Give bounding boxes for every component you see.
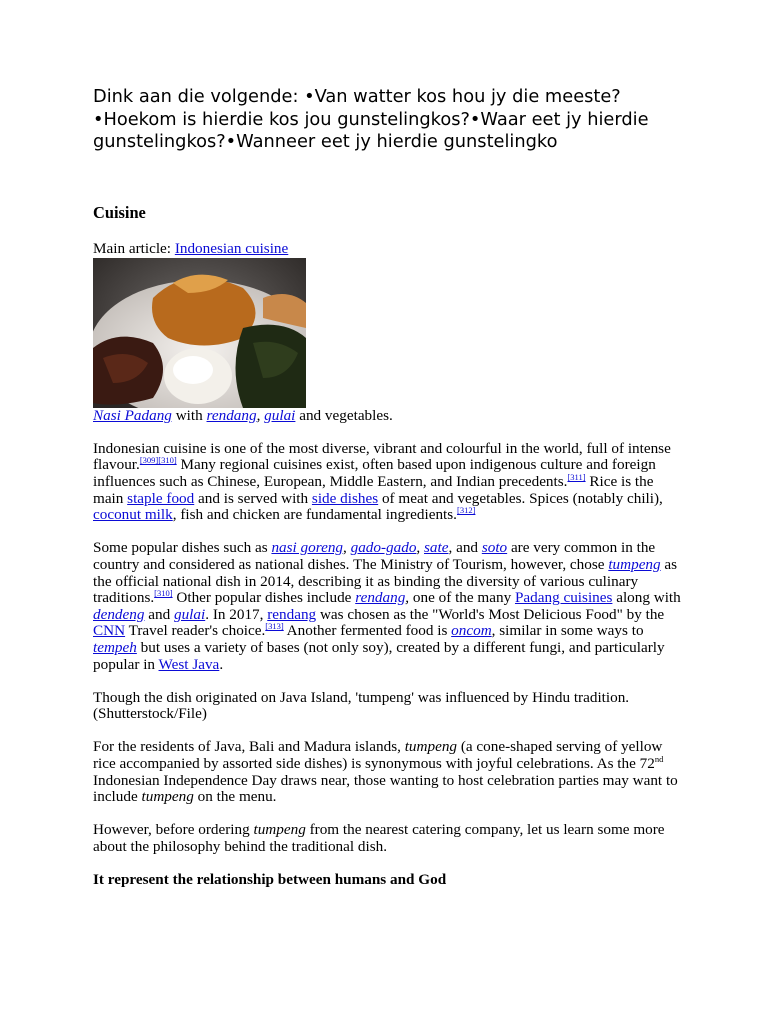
link-tempeh[interactable]: tempeh bbox=[93, 638, 137, 656]
paragraph-text: However, before ordering bbox=[93, 821, 254, 839]
paragraph-text: and bbox=[144, 605, 174, 623]
link-sate[interactable]: sate bbox=[424, 539, 449, 557]
paragraph-text: . In 2017, bbox=[205, 605, 268, 623]
paragraph-text: but uses a variety of bases (not only soy), created by a different fungi, and particularly popular in bbox=[93, 638, 665, 673]
italic-term: tumpeng bbox=[253, 821, 306, 839]
link-side-dishes[interactable]: side dishes bbox=[311, 489, 379, 507]
link-coconut-milk[interactable]: coconut milk bbox=[93, 506, 173, 524]
paragraph-text: and is served with bbox=[194, 489, 312, 507]
citation[interactable]: [310] bbox=[154, 588, 173, 599]
paragraph-text: (a cone-shaped serving of yellow rice accompanied by assorted side dishes) is synonymous with joyful celebrations. As the 72 bbox=[93, 738, 663, 773]
document-page bbox=[93, 86, 683, 889]
paragraph-text: . bbox=[219, 655, 224, 673]
citation[interactable]: [309][310] bbox=[139, 455, 177, 466]
paragraph-text: , bbox=[343, 539, 351, 557]
paragraph-text: , and bbox=[448, 539, 482, 557]
link-soto[interactable]: soto bbox=[481, 539, 508, 557]
main-article-link[interactable]: Indonesian cuisine bbox=[174, 240, 289, 257]
link-rendang[interactable]: rendang bbox=[355, 589, 406, 607]
ordinal-suffix: nd bbox=[654, 754, 664, 765]
link-cnn[interactable]: CNN bbox=[93, 622, 126, 640]
paragraph-text: was chosen as the "World's Most Delicious Food" by the bbox=[316, 605, 665, 623]
paragraph-intro bbox=[93, 441, 683, 524]
caption-text: with bbox=[171, 406, 207, 424]
link-oncom[interactable]: oncom bbox=[451, 622, 492, 640]
link-dendeng[interactable]: dendeng bbox=[93, 605, 145, 623]
paragraph-text: on the menu. bbox=[193, 788, 277, 806]
link-padang-cuisines[interactable]: Padang cuisines bbox=[514, 589, 613, 607]
link-gulai[interactable]: gulai bbox=[173, 605, 206, 623]
main-article-line bbox=[93, 241, 683, 258]
link-gado-gado[interactable]: gado-gado bbox=[350, 539, 417, 557]
paragraph-text: Rice is the main bbox=[93, 472, 654, 507]
citation[interactable]: [312] bbox=[456, 505, 476, 516]
link-tumpeng[interactable]: tumpeng bbox=[608, 555, 661, 573]
paragraph-text: Other popular dishes include bbox=[172, 589, 356, 607]
article-body bbox=[93, 241, 683, 905]
main-article-prefix: Main article: bbox=[93, 240, 175, 257]
nasi-padang-photo bbox=[93, 258, 306, 408]
link-west-java[interactable]: West Java bbox=[158, 655, 220, 673]
citation[interactable]: [313] bbox=[265, 621, 284, 632]
paragraph-text: For the residents of Java, Bali and Madura islands, bbox=[93, 738, 405, 756]
caption-link-rendang[interactable]: rendang bbox=[206, 406, 257, 424]
paragraph-text: Indonesian cuisine is one of the most diverse, vibrant and colourful in the world, full of intense flavour. bbox=[93, 439, 671, 474]
link-rendang-2017[interactable]: rendang bbox=[267, 605, 317, 623]
caption-text: and vegetables. bbox=[295, 406, 393, 424]
paragraph-dishes bbox=[93, 540, 683, 673]
image-caption bbox=[93, 408, 683, 425]
paragraph-text: Travel reader's choice. bbox=[125, 622, 266, 640]
caption-text: , bbox=[256, 406, 265, 424]
paragraph-text: of meat and vegetables. Spices (notably chili), bbox=[378, 489, 663, 507]
caption-link-gulai[interactable]: gulai bbox=[264, 406, 296, 424]
paragraph-text: from the nearest catering company, let us learn some more about the philosophy behind the traditional dish. bbox=[93, 821, 665, 856]
paragraph-text: Indonesian Independence Day draws near, those wanting to host celebration parties may want to include bbox=[93, 771, 678, 806]
paragraph-before-ordering bbox=[93, 822, 683, 855]
paragraph-text: , one of the many bbox=[405, 589, 515, 607]
paragraph-text: as the official national dish in 2014, describing it as binding the diversity of various culinary traditions. bbox=[93, 555, 678, 607]
link-nasi-goreng[interactable]: nasi goreng bbox=[271, 539, 344, 557]
paragraph-text: Another fermented food is bbox=[283, 622, 452, 640]
paragraph-tumpeng-origin: Though the dish originated on Java Island, 'tumpeng' was influenced by Hindu tradition. (Shutterstock/File) bbox=[93, 688, 630, 723]
section-heading: Cuisine bbox=[93, 203, 146, 222]
italic-term: tumpeng bbox=[404, 738, 458, 756]
caption-link-nasi-padang[interactable]: Nasi Padang bbox=[93, 406, 172, 424]
paragraph-tumpeng-celebration bbox=[93, 739, 683, 805]
paragraph-text: Some popular dishes such as bbox=[93, 539, 272, 557]
paragraph-text: , bbox=[416, 539, 425, 557]
paragraph-text: Many regional cuisines exist, often based upon indigenous culture and foreign influences such as Chinese, European, Middle Eastern, and Indian precedents. bbox=[93, 456, 656, 490]
italic-term: tumpeng bbox=[141, 788, 194, 806]
citation[interactable]: [311] bbox=[567, 471, 586, 482]
paragraph-text: , fish and chicken are fundamental ingredients. bbox=[172, 506, 457, 524]
paragraph-text: along with bbox=[612, 589, 681, 607]
link-staple-food[interactable]: staple food bbox=[127, 489, 195, 507]
prompt-text: Dink aan die volgende: •Van watter kos hou jy die meeste? •Hoekom is hierdie kos jou gunstelingkos?•Waar eet jy hierdie gunstelingkos?•Wanneer eet jy hierdie gunstelingko bbox=[93, 86, 649, 152]
paragraph-text: are very common in the country and considered as national dishes. The Ministry of Tourism, however, chose bbox=[93, 539, 656, 573]
paragraph-text: , similar in some ways to bbox=[491, 622, 644, 640]
subheading: It represent the relationship between humans and God bbox=[93, 871, 447, 889]
